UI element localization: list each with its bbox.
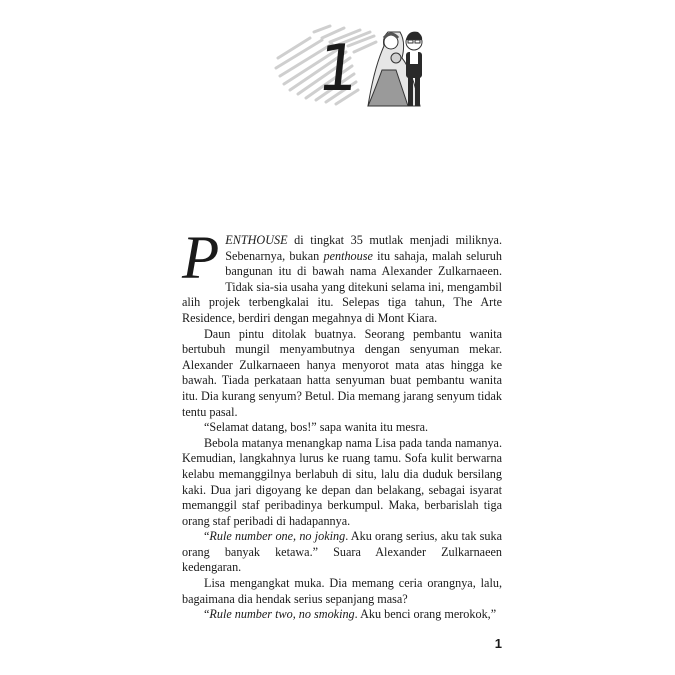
- text-segment: di tingkat 35 mutlak menjadi miliknya. Sebenarnya, bukan: [225, 233, 502, 263]
- italic-text: Rule number two, no smoking: [209, 607, 355, 622]
- paragraph: [182, 420, 502, 436]
- paragraph: [182, 576, 502, 607]
- text-segment: Lisa mengangkat muka. Dia memang ceria orangnya, lalu, bagaimana dia hendak serius sepanjang masa?: [182, 576, 502, 606]
- text-segment: itu sahaja, malah seluruh bangunan itu di bawah nama Alexander Zulkarnaeen. Tidak sia-sia usaha yang ditekuni selama ini, mengambil alih projek terbengkalai itu. Selepas tiga tahun, The Arte Residence, berdiri dengan megahnya di Mont Kiara.: [182, 248, 502, 325]
- page-number: 1: [494, 636, 502, 651]
- paragraph: [182, 436, 502, 530]
- italic-text: ENTHOUSE: [225, 233, 288, 247]
- italic-text: penthouse: [323, 248, 373, 263]
- chapter-text: [182, 225, 502, 623]
- drop-cap: P: [182, 225, 220, 292]
- text-segment: “Selamat datang, bos!” sapa wanita itu mesra.: [204, 420, 429, 435]
- paragraph: [182, 529, 502, 576]
- chapter-number: 1: [314, 32, 363, 106]
- opening-paragraph: [182, 225, 502, 327]
- text-segment: “: [204, 607, 210, 622]
- text-segment: . Aku orang serius, aku tak suka orang banyak ketawa.” Suara Alexander Zulkarnaeen kedengaran.: [182, 529, 502, 575]
- paragraph: [182, 607, 502, 623]
- text-segment: Bebola matanya menangkap nama Lisa pada tanda namanya. Kemudian, langkahnya lurus ke ruang tamu. Sofa kulit berwarna kelabu memanggilnya berlabuh di situ, lalu dia duduk bersilang kaki. Dua jari digoyang ke depan dan belakang, sebagai isyarat memanggil staf peribadinya berkumpul. Maka, berbarislah tiga orang staf peribadi di hadapannya.: [182, 435, 502, 528]
- text-segment: “: [204, 529, 210, 544]
- text-segment: . Aku benci orang merokok,”: [354, 607, 497, 622]
- italic-text: Rule number one, no joking: [209, 529, 346, 544]
- paragraph: [182, 327, 502, 421]
- text-segment: Daun pintu ditolak buatnya. Seorang pembantu wanita bertubuh mungil menyambutnya dengan senyuman mekar. Alexander Zulkarnaeen hanya menyorot mata atas hingga ke bawah. Tiada perkataan hatta senyuman buat pembantu wanita itu. Dia kurang senyum? Betul. Dia memang jarang senyum tidak tentu pasal.: [182, 326, 502, 419]
